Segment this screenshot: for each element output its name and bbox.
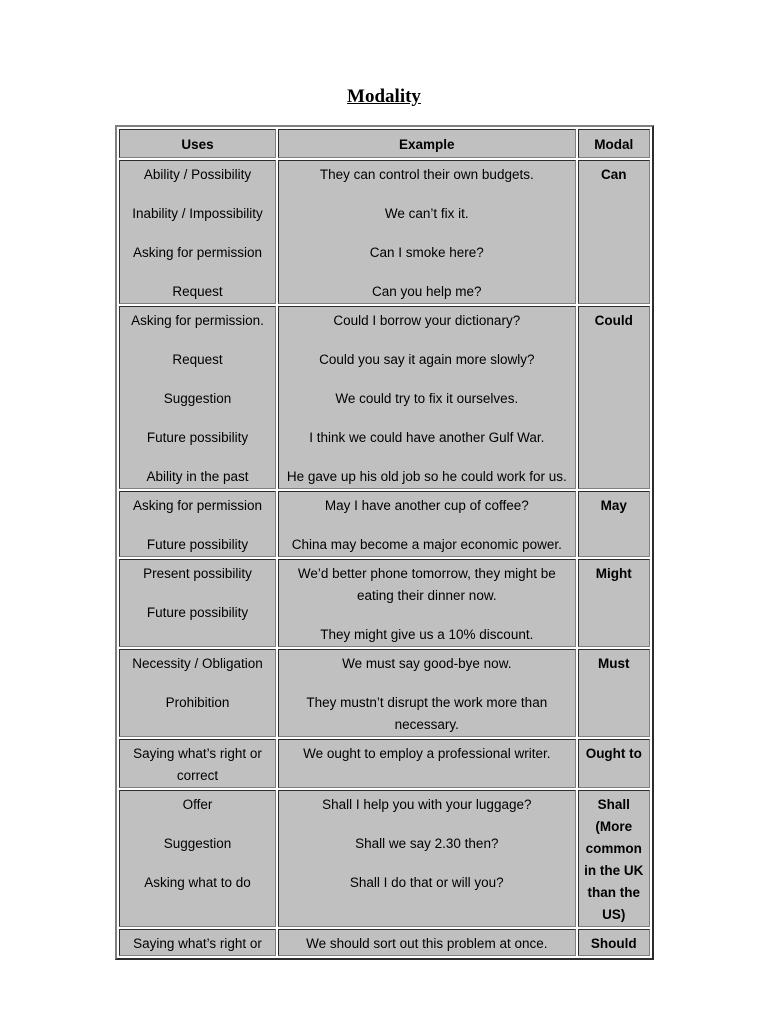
header-uses: Uses	[119, 129, 276, 158]
uses-cell-text: Offer	[182, 797, 213, 812]
modal-cell: Should	[578, 929, 650, 956]
modal-cell: Can	[578, 160, 650, 304]
example-cell-text: They might give us a 10% discount.	[320, 627, 534, 642]
modality-table	[115, 125, 654, 960]
uses-cell-text: Request	[172, 352, 223, 367]
uses-cell-text: Asking what to do	[144, 875, 251, 890]
example-cell-text: We can’t fix it.	[384, 206, 469, 221]
uses-cell	[119, 739, 276, 788]
table-row	[119, 491, 650, 557]
uses-cell-text: Inability / Impossibility	[132, 206, 263, 221]
example-cell-text: Could you say it again more slowly?	[319, 352, 535, 367]
uses-cell-text: Prohibition	[165, 695, 230, 710]
uses-cell-text: Suggestion	[163, 836, 232, 851]
header-modal: Modal	[578, 129, 650, 158]
example-cell	[278, 559, 576, 647]
uses-cell	[119, 559, 276, 647]
modal-cell: Ought to	[578, 739, 650, 788]
modal-cell: Shall (More common in the UK than the US)	[578, 790, 650, 927]
uses-cell-text: Necessity / Obligation	[132, 656, 263, 671]
page-title: Modality	[347, 86, 421, 107]
uses-cell	[119, 649, 276, 737]
table-body	[119, 160, 650, 956]
modal-cell: Must	[578, 649, 650, 737]
example-cell-text: We could try to fix it ourselves.	[335, 391, 519, 406]
modal-cell: May	[578, 491, 650, 557]
table-container	[115, 125, 654, 951]
uses-cell-text: Future possibility	[146, 430, 249, 445]
example-cell-text: We ought to employ a professional writer.	[303, 746, 551, 761]
example-cell-text: May I have another cup of coffee?	[324, 498, 529, 513]
uses-cell-text: Asking for permission	[132, 498, 263, 513]
uses-cell-text: Ability in the past	[146, 469, 249, 484]
uses-cell-text: Asking for permission.	[131, 313, 264, 328]
modal-cell: Could	[578, 306, 650, 489]
example-cell	[278, 160, 576, 304]
table-row	[119, 739, 650, 788]
uses-cell-text: Present possibility	[143, 566, 252, 581]
example-cell-text: Could I borrow your dictionary?	[333, 313, 521, 328]
uses-cell-text: Saying what’s right or correct	[133, 746, 262, 783]
uses-cell-text: Asking for permission	[132, 245, 263, 260]
table-row	[119, 160, 650, 304]
example-cell-text: Shall we say 2.30 then?	[355, 836, 499, 851]
uses-cell	[119, 491, 276, 557]
example-cell-text: We should sort out this problem at once.	[306, 936, 548, 951]
uses-cell-text: Future possibility	[146, 537, 249, 552]
table-row	[119, 306, 650, 489]
table-row	[119, 929, 650, 956]
example-cell-text: I think we could have another Gulf War.	[309, 430, 545, 445]
uses-cell-text: Ability / Possibility	[143, 167, 252, 182]
example-cell-text: They mustn’t disrupt the work more than necessary.	[306, 695, 548, 732]
example-cell-text: China may become a major economic power.	[291, 537, 562, 552]
example-cell-text: He gave up his old job so he could work for us.	[286, 469, 567, 484]
example-cell-text: They can control their own budgets.	[319, 167, 534, 182]
example-cell	[278, 306, 576, 489]
table-row	[119, 559, 650, 647]
example-cell-text: We must say good-bye now.	[342, 656, 512, 671]
uses-cell	[119, 929, 276, 956]
uses-cell-text: Saying what’s right or	[133, 936, 262, 951]
example-cell	[278, 929, 576, 956]
example-cell-text: Can you help me?	[372, 284, 482, 299]
example-cell	[278, 739, 576, 788]
table-row	[119, 649, 650, 737]
uses-cell	[119, 160, 276, 304]
example-cell-text: Shall I do that or will you?	[349, 875, 504, 890]
example-cell-text: Can I smoke here?	[369, 245, 484, 260]
uses-cell	[119, 306, 276, 489]
table-row	[119, 790, 650, 927]
example-cell	[278, 649, 576, 737]
example-cell	[278, 491, 576, 557]
example-cell-text: Shall I help you with your luggage?	[322, 797, 532, 812]
uses-cell-text: Suggestion	[163, 391, 232, 406]
example-cell-text: We’d better phone tomorrow, they might be eating their dinner now.	[297, 566, 556, 603]
uses-cell	[119, 790, 276, 927]
uses-cell-text: Future possibility	[146, 605, 249, 620]
modal-cell: Might	[578, 559, 650, 647]
example-cell	[278, 790, 576, 927]
uses-cell-text: Request	[172, 284, 223, 299]
header-example: Example	[278, 129, 576, 158]
header-row	[119, 129, 650, 158]
